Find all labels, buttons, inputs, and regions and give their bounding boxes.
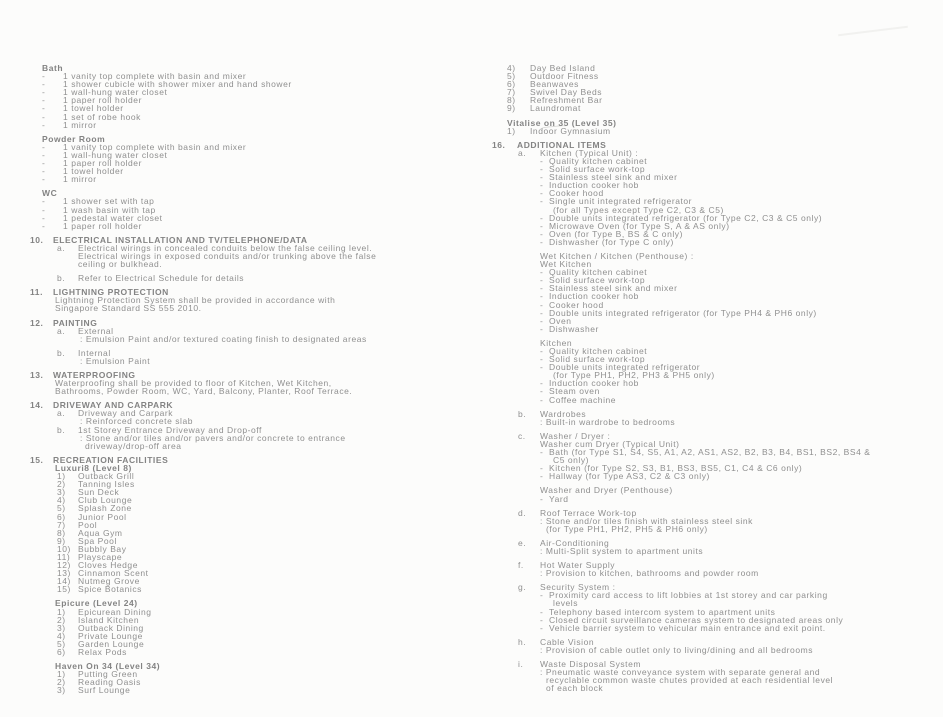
item-marker: 6): [57, 511, 66, 522]
line-text: Pool: [78, 519, 98, 530]
line-text: Electrical wirings in concealed conduits below the false ceiling level.: [78, 242, 373, 253]
line-text: : Multi-Split system to apartment units: [540, 545, 704, 556]
item-marker: 6): [507, 79, 516, 90]
line-text: : Pneumatic waste conveyance system with separate general and: [540, 667, 821, 678]
line-text: Stainless steel sink and mixer: [549, 172, 678, 183]
line-text: Bath (for Type S1, S4, S5, A1, A2, AS1, AS2, B2, B3, B4, BS1, BS2, BS4 &: [549, 447, 871, 458]
item-marker: -: [540, 590, 544, 601]
line-text: ADDITIONAL ITEMS: [517, 139, 607, 150]
line-text: Kitchen (Typical Unit) :: [540, 147, 639, 158]
item-marker: 9): [57, 535, 66, 546]
item-marker: -: [540, 283, 544, 294]
line-text: Wet Kitchen: [540, 259, 592, 270]
detail-line: [30, 357, 480, 365]
item-marker: -: [540, 378, 544, 389]
item-marker: 2): [57, 677, 66, 688]
line-text: Junior Pool: [78, 511, 127, 522]
dash-item: [492, 238, 940, 246]
item-marker: -: [42, 87, 46, 98]
item-marker: -: [42, 111, 46, 122]
item-marker: 10): [57, 543, 71, 554]
line-text: levels: [553, 598, 579, 609]
line-text: 1 shower cubicle with shower mixer and hand shower: [63, 79, 292, 90]
line-text: Oven: [549, 315, 572, 326]
item-marker: a.: [57, 408, 66, 419]
item-marker: 13): [57, 568, 71, 579]
line-text: Luxuri8 (Level 8): [55, 462, 132, 473]
item-marker: 3): [57, 685, 66, 696]
item-marker: a.: [57, 325, 66, 336]
line-text: Closed circuit surveillance cameras system to designated areas only: [549, 614, 844, 625]
line-text: of each block: [546, 683, 604, 694]
line-text: Garden Lounge: [78, 638, 145, 649]
line-text: Telephony based intercom system to apartment units: [549, 606, 776, 617]
item-marker: 4): [507, 63, 516, 73]
line-text: DRIVEWAY AND CARPARK: [53, 400, 174, 411]
line-text: 1 wash basin with tap: [63, 204, 156, 215]
item-marker: f.: [518, 560, 524, 571]
line-text: Day Bed Island: [530, 63, 596, 73]
line-text: Indoor Gymnasium: [530, 125, 611, 136]
item-marker: -: [540, 275, 544, 286]
line-text: Waste Disposal System: [540, 659, 641, 669]
line-text: Bathrooms, Powder Room, WC, Yard, Balcony, Planter, Roof Terrace.: [55, 386, 353, 397]
detail-line: [492, 646, 940, 654]
line-text: Reading Oasis: [78, 677, 141, 688]
line-text: PAINTING: [53, 317, 98, 328]
item-marker: b.: [518, 408, 527, 419]
line-text: Dishwasher: [549, 323, 599, 334]
dash-item: [30, 113, 480, 121]
item-marker: 5): [57, 503, 66, 514]
line-text: : Built-in wardrobe to bedrooms: [540, 416, 676, 427]
line-text: Solid surface work-top: [549, 275, 646, 286]
body-line: [30, 387, 480, 395]
line-text: (for Type PH1, PH2, PH5 & PH6 only): [546, 523, 708, 534]
lettered-item: [30, 274, 480, 282]
line-text: Outback Dining: [78, 622, 144, 633]
line-text: 1 set of robe hook: [63, 111, 141, 122]
line-text: Stainless steel sink and mixer: [549, 283, 678, 294]
line-text: Induction cooker hob: [549, 378, 639, 389]
item-marker: 5): [507, 71, 516, 82]
item-marker: a.: [57, 242, 66, 253]
line-text: Quality kitchen cabinet: [549, 155, 648, 166]
line-text: Outdoor Fitness: [530, 71, 599, 82]
line-text: ELECTRICAL INSTALLATION AND TV/TELEPHONE/DATA: [53, 234, 308, 245]
line-text: 1 shower set with tap: [63, 196, 155, 207]
dash-item: [30, 175, 480, 183]
item-marker: a.: [518, 147, 527, 158]
line-text: WATERPROOFING: [53, 370, 136, 380]
line-text: recyclable common waste chutes provided at each residential level: [546, 675, 834, 686]
item-marker: 5): [57, 638, 66, 649]
line-text: Kitchen: [540, 337, 573, 348]
line-text: Private Lounge: [78, 630, 143, 641]
item-marker: -: [540, 188, 544, 199]
line-text: 1 mirror: [63, 174, 97, 185]
item-marker: -: [540, 291, 544, 302]
item-marker: -: [42, 212, 46, 223]
line-text: Internal: [78, 347, 111, 358]
line-text: Solid surface work-top: [549, 164, 646, 175]
body-line: [30, 304, 480, 312]
line-text: Roof Terrace Work-top: [540, 507, 637, 518]
dash-item: [492, 624, 940, 632]
item-marker: -: [540, 164, 544, 175]
line-text: Surf Lounge: [78, 685, 131, 696]
item-marker: -: [42, 158, 46, 169]
line-text: Epicurean Dining: [78, 606, 152, 617]
line-text: Powder Room: [42, 133, 106, 144]
numbered-item: [30, 513, 480, 521]
line-text: Wet Kitchen / Kitchen (Penthouse) :: [540, 250, 694, 261]
numbered-item: [492, 104, 940, 112]
item-marker: 11): [57, 551, 71, 562]
item-marker: -: [42, 119, 46, 130]
line-text: Club Lounge: [78, 495, 133, 506]
item-marker: b.: [57, 273, 66, 284]
item-marker: -: [540, 155, 544, 166]
item-marker: -: [42, 141, 46, 152]
numbered-item: [30, 686, 480, 694]
line-text: Electrical wirings in exposed conduits and/or trunking above the false: [78, 250, 377, 261]
line-text: Putting Green: [78, 669, 138, 680]
line-text: Security System :: [540, 582, 616, 593]
line-text: Double units integrated refrigerator: [549, 362, 701, 373]
item-marker: -: [540, 307, 544, 318]
item-marker: 16.: [492, 139, 506, 150]
line-text: Steam oven: [549, 386, 600, 397]
line-text: Cooker hood: [549, 299, 604, 310]
item-marker: 2): [57, 614, 66, 625]
line-text: 1 paper roll holder: [63, 158, 142, 169]
line-text: Yard: [549, 493, 569, 504]
item-marker: 12.: [30, 317, 44, 328]
line-text: 1 wall-hung water closet: [63, 87, 168, 98]
line-text: : Emulsion Paint: [80, 355, 151, 366]
numbered-item: [30, 648, 480, 656]
item-marker: 1): [57, 669, 66, 680]
item-marker: c.: [518, 430, 526, 441]
detail-line: [492, 418, 940, 426]
line-text: 1 pedestal water closet: [63, 212, 163, 223]
line-text: Microwave Oven (for Type S, A & AS only): [549, 220, 730, 231]
line-text: Cooker hood: [549, 188, 604, 199]
line-text: Aqua Gym: [78, 527, 123, 538]
line-text: Proximity card access to lift lobbies at 1st storey and car parking: [549, 590, 828, 601]
line-text: Sun Deck: [78, 487, 120, 498]
line-text: 1 vanity top complete with basin and mixer: [63, 141, 247, 152]
item-marker: -: [540, 394, 544, 405]
line-text: Vehicle barrier system to vehicular main entrance and exit point.: [549, 622, 826, 633]
line-text: 1 mirror: [63, 119, 97, 130]
dash-item: [30, 222, 480, 230]
item-marker: -: [540, 346, 544, 356]
line-text: Cable Vision: [540, 636, 595, 647]
item-marker: 13.: [30, 370, 44, 380]
item-marker: -: [540, 386, 544, 397]
line-text: C5 only): [553, 455, 590, 466]
line-text: 1 wall-hung water closet: [63, 149, 168, 160]
item-marker: 1): [507, 125, 516, 136]
item-marker: b.: [57, 347, 66, 358]
item-marker: -: [540, 463, 544, 474]
line-text: Washer / Dryer :: [540, 430, 611, 441]
scan-artifact: [838, 26, 908, 37]
line-text: ceiling or bulkhead.: [78, 259, 163, 270]
line-text: driveway/drop-off area: [85, 440, 182, 451]
item-marker: -: [540, 315, 544, 326]
item-marker: 15): [57, 584, 71, 595]
line-text: Island Kitchen: [78, 614, 140, 625]
column-left: [30, 64, 480, 694]
item-marker: -: [540, 212, 544, 223]
line-text: Quality kitchen cabinet: [549, 346, 648, 356]
item-marker: -: [42, 149, 46, 160]
item-marker: 8): [57, 527, 66, 538]
item-marker: 10.: [30, 234, 44, 245]
line-text: Cinnamon Scent: [78, 568, 149, 579]
line-text: Singapore Standard SS 555 2010.: [55, 303, 202, 314]
line-text: Refreshment Bar: [530, 95, 603, 106]
item-marker: -: [42, 196, 46, 207]
item-marker: b.: [57, 424, 66, 435]
line-text: Air-Conditioning: [540, 537, 610, 548]
item-marker: 8): [507, 95, 516, 106]
item-marker: -: [42, 71, 46, 82]
item-marker: 7): [57, 519, 66, 530]
line-text: : Provision to kitchen, bathrooms and powder room: [540, 568, 759, 579]
item-marker: 7): [507, 87, 516, 98]
line-text: 1st Storey Entrance Driveway and Drop-off: [78, 424, 262, 435]
item-marker: 14.: [30, 400, 44, 411]
detail-line: [492, 569, 940, 577]
dash-item: [492, 325, 940, 333]
item-marker: -: [540, 471, 544, 482]
line-text: External: [78, 325, 114, 336]
item-marker: -: [540, 220, 544, 231]
item-marker: -: [42, 79, 46, 90]
item-marker: 6): [57, 647, 66, 657]
item-marker: 11.: [30, 287, 43, 298]
line-text: Nutmeg Grove: [78, 576, 140, 587]
line-text: 1 vanity top complete with basin and mixer: [63, 71, 247, 82]
line-text: Double units integrated refrigerator (for Type PH4 & PH6 only): [549, 307, 817, 318]
line-text: Beanwaves: [530, 79, 579, 90]
numbered-item: [492, 127, 940, 135]
item-marker: -: [42, 103, 46, 114]
item-marker: 3): [57, 622, 66, 633]
line-text: Bubbly Bay: [78, 543, 127, 554]
line-text: Dishwasher (for Type C only): [549, 236, 674, 247]
line-text: : Provision of cable outlet only to living/dining and all bedrooms: [540, 644, 814, 655]
line-text: Bath: [42, 63, 64, 73]
column-right: [492, 64, 940, 692]
item-marker: 1): [57, 471, 66, 482]
line-text: 1 towel holder: [63, 103, 124, 114]
item-marker: -: [540, 228, 544, 239]
item-marker: -: [42, 95, 46, 106]
dash-item: [30, 121, 480, 129]
line-text: Waterproofing shall be provided to floor of Kitchen, Wet Kitchen,: [55, 378, 332, 389]
line-text: Single unit integrated refrigerator: [549, 196, 693, 207]
line-text: WC: [42, 188, 58, 199]
line-text: : Stone and/or tiles and/or pavers and/or concrete to entrance: [80, 432, 346, 443]
item-marker: -: [540, 236, 544, 247]
dash-item: [492, 396, 940, 404]
item-marker: -: [42, 220, 46, 231]
line-text: (for all Types except Type C2, C3 & C5): [553, 204, 724, 215]
item-marker: -: [540, 267, 544, 278]
item-marker: 12): [57, 560, 71, 571]
line-text: Cloves Hedge: [78, 560, 138, 571]
item-marker: 1): [57, 606, 66, 617]
item-marker: 4): [57, 630, 66, 641]
line-text: 1 paper roll holder: [63, 220, 142, 231]
item-marker: -: [540, 614, 544, 625]
dash-item: [30, 167, 480, 175]
line-text: Playscape: [78, 551, 123, 562]
line-text: Swivel Day Beds: [530, 87, 603, 98]
item-marker: 2): [57, 479, 66, 490]
item-marker: -: [540, 493, 544, 504]
line-text: : Stone and/or tiles finish with stainless steel sink: [540, 515, 753, 526]
item-marker: i.: [518, 659, 524, 669]
detail-line: [30, 335, 480, 343]
line-text: Refer to Electrical Schedule for details: [78, 273, 245, 284]
dash-item: [492, 472, 940, 480]
item-marker: -: [540, 299, 544, 310]
dash-item: [492, 495, 940, 503]
continuation-line: [492, 525, 940, 533]
item-marker: -: [540, 447, 544, 458]
item-marker: 15.: [30, 454, 44, 465]
line-text: Spice Botanics: [78, 584, 142, 595]
line-text: Washer cum Dryer (Typical Unit): [540, 438, 680, 449]
continuation-line: [492, 684, 940, 692]
item-marker: 14): [57, 576, 71, 587]
item-marker: 4): [57, 495, 66, 506]
line-text: Vitalise on 35 (Level 35): [507, 117, 617, 128]
line-text: Solid surface work-top: [549, 354, 646, 365]
line-text: Haven On 34 (Level 34): [55, 661, 161, 672]
item-marker: -: [42, 204, 46, 215]
line-text: Induction cooker hob: [549, 291, 639, 302]
line-text: Kitchen (for Type S2, S3, B1, BS3, BS5, C1, C4 & C6 only): [549, 463, 803, 474]
line-text: Wardrobes: [540, 408, 587, 419]
line-text: 1 towel holder: [63, 166, 124, 177]
line-text: Splash Zone: [78, 503, 132, 514]
line-text: : Emulsion Paint and/or textured coating finish to designated areas: [80, 333, 367, 344]
line-text: Induction cooker hob: [549, 180, 639, 191]
line-text: Outback Grill: [78, 471, 135, 482]
item-marker: -: [540, 622, 544, 633]
line-text: Double units integrated refrigerator (for Type C2, C3 & C5 only): [549, 212, 823, 223]
item-marker: e.: [518, 537, 527, 548]
line-text: Coffee machine: [549, 394, 617, 405]
line-text: Laundromat: [530, 103, 581, 114]
line-text: Oven (for Type B, BS & C only): [549, 228, 683, 239]
line-text: Tanning Isles: [78, 479, 135, 490]
line-text: Lightning Protection System shall be provided in accordance with: [55, 295, 336, 306]
item-marker: -: [540, 180, 544, 191]
line-text: Hot Water Supply: [540, 560, 616, 571]
item-marker: -: [540, 362, 544, 373]
detail-line: [492, 547, 940, 555]
item-marker: g.: [518, 582, 527, 593]
item-marker: -: [540, 196, 544, 207]
line-text: Quality kitchen cabinet: [549, 267, 648, 278]
item-marker: h.: [518, 636, 527, 647]
line-text: 1 paper roll holder: [63, 95, 142, 106]
line-text: Epicure (Level 24): [55, 598, 138, 609]
line-text: RECREATION FACILITIES: [53, 454, 169, 465]
item-marker: -: [540, 172, 544, 183]
item-marker: d.: [518, 507, 527, 518]
item-marker: -: [540, 323, 544, 334]
item-marker: -: [42, 166, 46, 177]
line-text: (for Type PH1, PH2, PH3 & PH5 only): [553, 370, 715, 381]
continuation-line: [30, 260, 480, 268]
line-text: Hallway (for Type AS3, C2 & C3 only): [549, 471, 710, 482]
numbered-item: [30, 585, 480, 593]
item-marker: -: [540, 606, 544, 617]
line-text: Washer and Dryer (Penthouse): [540, 485, 673, 496]
line-text: Driveway and Carpark: [78, 408, 174, 419]
continuation-line: [30, 442, 480, 450]
item-marker: 9): [507, 103, 516, 114]
line-text: : Reinforced concrete slab: [80, 416, 194, 427]
item-marker: 3): [57, 487, 66, 498]
line-text: Spa Pool: [78, 535, 117, 546]
line-text: Relax Pods: [78, 647, 127, 657]
item-marker: -: [540, 354, 544, 365]
item-marker: -: [42, 174, 46, 185]
line-text: LIGHTNING PROTECTION: [53, 287, 169, 298]
